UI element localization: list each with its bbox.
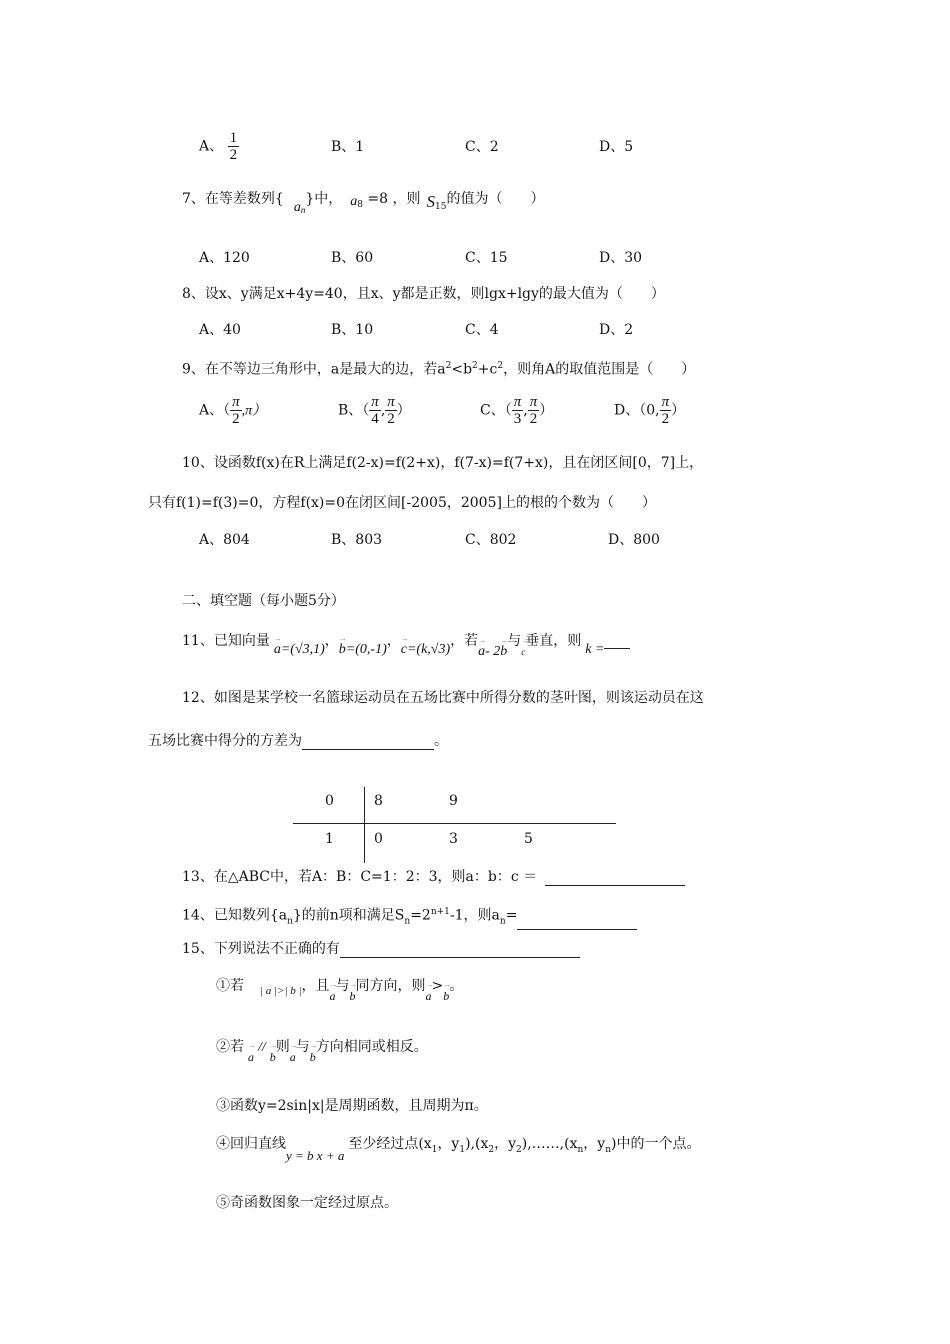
stem-divider-line bbox=[364, 787, 365, 863]
q15-text: 15、下列说法不正确的有 bbox=[182, 941, 340, 957]
question-7 bbox=[182, 189, 545, 215]
denominator: 2 bbox=[385, 410, 397, 427]
vector-c: → c bbox=[401, 641, 407, 659]
vector-c: → c bbox=[521, 643, 525, 661]
denominator: 2 bbox=[660, 410, 672, 427]
regression-equation: y = b x + a bbox=[286, 1148, 345, 1163]
leaf-cell: 9 bbox=[449, 793, 458, 809]
s2-text-post: 方向相同或相反。 bbox=[315, 1039, 428, 1055]
fraction bbox=[369, 394, 381, 427]
q9-text-mid2: +c bbox=[477, 361, 498, 378]
answer-blank bbox=[517, 915, 637, 930]
fraction bbox=[228, 130, 240, 163]
q6-option-c: C、2 bbox=[465, 139, 499, 155]
question-14 bbox=[182, 903, 637, 930]
subscript: 2 bbox=[488, 1144, 495, 1155]
q9-option-b: B、（ $\frac{\pi}{4}$ , $\frac{\pi}{2}$ ） bbox=[338, 394, 411, 427]
s1-text-post: 同方向，则 bbox=[355, 978, 426, 994]
leaf-cell: 8 bbox=[374, 793, 383, 809]
q6-option-a bbox=[199, 130, 239, 163]
q10-option-d: D、800 bbox=[608, 532, 660, 548]
vector-c-value: =(k,√3) bbox=[406, 642, 451, 657]
q11-text-pre: 11、已知向量 bbox=[182, 633, 270, 649]
vector-a: → a bbox=[274, 641, 281, 659]
question-12-line2 bbox=[148, 732, 448, 750]
s2-text-pre: ②若 bbox=[216, 1039, 244, 1055]
option-label: A、（ bbox=[199, 402, 231, 419]
statement-4 bbox=[216, 1135, 701, 1163]
question-10-line2: 只有f(1)=f(3)=0，方程f(x)=0在闭区间[-2005，2005]上的根的个数为（ ） bbox=[148, 495, 656, 511]
stem-cell: 0 bbox=[325, 793, 334, 809]
leaf-cell: 0 bbox=[374, 831, 383, 847]
s1-text-yu: 与 bbox=[335, 978, 350, 994]
vector-b: → b bbox=[270, 1048, 276, 1066]
numerator: π bbox=[387, 394, 395, 410]
s1-text-pre: ①若 bbox=[216, 978, 244, 994]
vector-a: → a bbox=[478, 643, 485, 661]
abs-compare: | a |>| b | bbox=[260, 985, 302, 997]
s4-text-post: 至少经过点(x bbox=[348, 1136, 432, 1152]
vector-a-value: =(√3,1) bbox=[280, 642, 325, 657]
superscript: n+1 bbox=[430, 907, 450, 917]
vector-a: → a bbox=[248, 1048, 254, 1066]
q9-text-pre: 9、在不等边三角形中，a是最大的边，若a bbox=[182, 361, 446, 378]
s4-text: ，y bbox=[583, 1136, 606, 1152]
superscript: 2 bbox=[497, 361, 504, 371]
section-title: 二、填空题（每小题5分） bbox=[182, 593, 345, 609]
q13-text: 13、在△ABC中，若A：B：C=1：2：3，则a：b：c ＝ bbox=[182, 869, 538, 885]
parallel-symbol: // bbox=[258, 1040, 266, 1055]
fraction bbox=[230, 394, 242, 427]
question-13 bbox=[182, 868, 685, 886]
fraction bbox=[512, 394, 524, 427]
q14-text-pre: 14、已知数列{a bbox=[182, 907, 288, 924]
q12-text: 五场比赛中得分的方差为 bbox=[148, 733, 302, 749]
denominator: 4 bbox=[369, 410, 381, 427]
vector-b: → b bbox=[339, 641, 346, 659]
subscript: n bbox=[577, 1144, 584, 1155]
q8-option-a: A、40 bbox=[199, 322, 241, 338]
option-label: D、（0, bbox=[614, 402, 660, 419]
q10-option-c: C、802 bbox=[465, 532, 517, 548]
s-subscript: 15 bbox=[435, 202, 447, 212]
leaf-cell: 5 bbox=[524, 831, 533, 847]
q7-option-a: A、120 bbox=[199, 250, 250, 266]
s4-text-end: )中的一个点。 bbox=[611, 1136, 701, 1152]
vector-b: → b bbox=[310, 1048, 316, 1066]
s4-text: ),(x bbox=[465, 1136, 489, 1152]
q7-option-b: B、60 bbox=[331, 250, 374, 266]
question-8: 8、设x、y满足x+4y=40，且x、y都是正数，则lgx+lgy的最大值为（ ） bbox=[182, 286, 665, 302]
superscript: 2 bbox=[472, 361, 478, 371]
fraction bbox=[385, 394, 397, 427]
q11-text-ruo: ，若 bbox=[450, 633, 479, 649]
subscript: n bbox=[605, 1144, 612, 1155]
statement-3: ③函数y=2sin|x|是周期函数，且周期为π。 bbox=[216, 1098, 488, 1114]
a-n-symbol: a bbox=[293, 200, 301, 215]
subscript: n bbox=[404, 916, 411, 927]
question-10-line1: 10、设函数f(x)在R上满足f(2-x)=f(2+x)，f(7-x)=f(7+x)，且在闭区间[0，7]上， bbox=[182, 455, 704, 471]
q10-option-b: B、803 bbox=[331, 532, 383, 548]
expr-mid: - 2 bbox=[485, 644, 501, 659]
statement-1 bbox=[216, 977, 464, 1003]
fraction bbox=[528, 394, 540, 427]
denominator: 2 bbox=[229, 147, 238, 163]
q9-text-mid1: <b bbox=[451, 361, 473, 378]
numerator: π bbox=[661, 394, 670, 410]
q7-text-post: 的值为（ ） bbox=[446, 191, 545, 207]
q7-option-c: C、15 bbox=[465, 250, 508, 266]
vector-b: → b bbox=[500, 643, 507, 661]
q7-text-mid: }中， bbox=[305, 191, 343, 207]
q10-option-a: A、804 bbox=[199, 532, 250, 548]
s1-text-mid: ，且 bbox=[301, 978, 330, 994]
option-label: B、（ bbox=[338, 402, 370, 419]
option-label: A、 bbox=[199, 138, 224, 155]
q9-option-a bbox=[199, 394, 266, 427]
q9-option-c: C、（ $\frac{\pi}{3}$ , $\frac{\pi}{2}$ ） bbox=[480, 394, 554, 427]
answer-blank bbox=[604, 648, 630, 649]
vector-a: → a bbox=[330, 987, 336, 1005]
a-8-symbol: a bbox=[350, 194, 358, 209]
question-15 bbox=[182, 940, 580, 958]
option-label: C、（ bbox=[480, 402, 512, 419]
gt-symbol: > bbox=[431, 978, 444, 994]
subscript: 2 bbox=[516, 1144, 522, 1155]
row-divider-line bbox=[293, 823, 616, 824]
numerator: π bbox=[371, 394, 379, 410]
s1-text-end: 。 bbox=[449, 978, 464, 994]
q11-text-chuizhi: 垂直，则 bbox=[525, 633, 582, 649]
vector-b: → b bbox=[350, 987, 356, 1005]
s4-text: ，y bbox=[494, 1136, 517, 1152]
answer-blank bbox=[302, 735, 434, 750]
q7-text-pre: 7、在等差数列{ bbox=[182, 191, 284, 207]
q8-option-c: C、4 bbox=[465, 322, 499, 338]
question-11: 11、已知向量→ a=(√3,1)，→ b=(0,-1)，→ c=(k,√3)，若→ a- 2→ b与→ c垂直，则k = bbox=[182, 632, 630, 651]
numerator: π bbox=[232, 394, 240, 410]
vector-b: → b bbox=[443, 987, 449, 1005]
numerator: 1 bbox=[229, 130, 238, 146]
q7-option-d: D、30 bbox=[599, 250, 643, 266]
option-tail: ） bbox=[671, 402, 686, 419]
q14-text-post: = bbox=[505, 907, 518, 924]
question-12-line1: 12、如图是某学校一名篮球运动员在五场比赛中所得分数的茎叶图，则该运动员在这 bbox=[182, 690, 704, 706]
denominator: 2 bbox=[528, 410, 540, 427]
q11-text-yu: 与 bbox=[507, 633, 522, 649]
q8-option-b: B、10 bbox=[331, 322, 374, 338]
q6-option-d: D、5 bbox=[599, 139, 634, 155]
subscript: n bbox=[287, 916, 293, 927]
vector-b-value: =(0,-1) bbox=[345, 642, 387, 657]
answer-blank bbox=[545, 871, 685, 886]
vector-a: → a bbox=[290, 1048, 296, 1066]
denominator: 3 bbox=[512, 410, 524, 427]
vector-a: → a bbox=[426, 987, 432, 1005]
s2-text-yu: 与 bbox=[295, 1039, 310, 1055]
q9-text-post: ，则角A的取值范围是（ ） bbox=[503, 361, 696, 378]
k-symbol: k = bbox=[585, 642, 605, 657]
q8-option-d: D、2 bbox=[599, 322, 634, 338]
leaf-cell: 3 bbox=[449, 831, 458, 847]
a-8-subscript: 8 bbox=[357, 200, 363, 210]
a-n-subscript: n bbox=[300, 205, 306, 215]
q14-text-mid2: =2 bbox=[410, 907, 431, 924]
numerator: π bbox=[529, 394, 538, 410]
statement-5: ⑤奇函数图象一定经过原点。 bbox=[216, 1195, 398, 1211]
q7-text-eq: =8 ，则 bbox=[362, 191, 421, 207]
subscript: n bbox=[499, 916, 506, 927]
option-tail: ） bbox=[396, 402, 411, 419]
q12-period: 。 bbox=[434, 733, 448, 749]
s-symbol: S bbox=[426, 192, 436, 211]
fraction bbox=[660, 394, 672, 427]
s2-text-mid: 则 bbox=[275, 1039, 290, 1055]
denominator: 2 bbox=[230, 410, 242, 427]
s4-text-pre: ④回归直线 bbox=[216, 1136, 286, 1152]
subscript: 1 bbox=[459, 1144, 466, 1155]
q14-text-mid1: }的前n项和满足S bbox=[292, 907, 405, 924]
numerator: π bbox=[513, 394, 522, 410]
statement-2 bbox=[216, 1038, 428, 1064]
question-9 bbox=[182, 357, 695, 379]
s4-text: ，y bbox=[437, 1136, 460, 1152]
stem-cell: 1 bbox=[325, 831, 334, 847]
subscript: 1 bbox=[431, 1144, 438, 1155]
q9-option-d bbox=[614, 394, 685, 427]
superscript: 2 bbox=[445, 361, 452, 371]
answer-blank bbox=[340, 943, 580, 958]
q6-option-b: B、1 bbox=[331, 139, 365, 155]
option-tail: ） bbox=[539, 402, 554, 419]
option-tail: ,π） bbox=[241, 403, 267, 419]
s4-text: ),……,(x bbox=[521, 1136, 578, 1152]
q14-text-mid3: -1，则a bbox=[449, 907, 500, 924]
